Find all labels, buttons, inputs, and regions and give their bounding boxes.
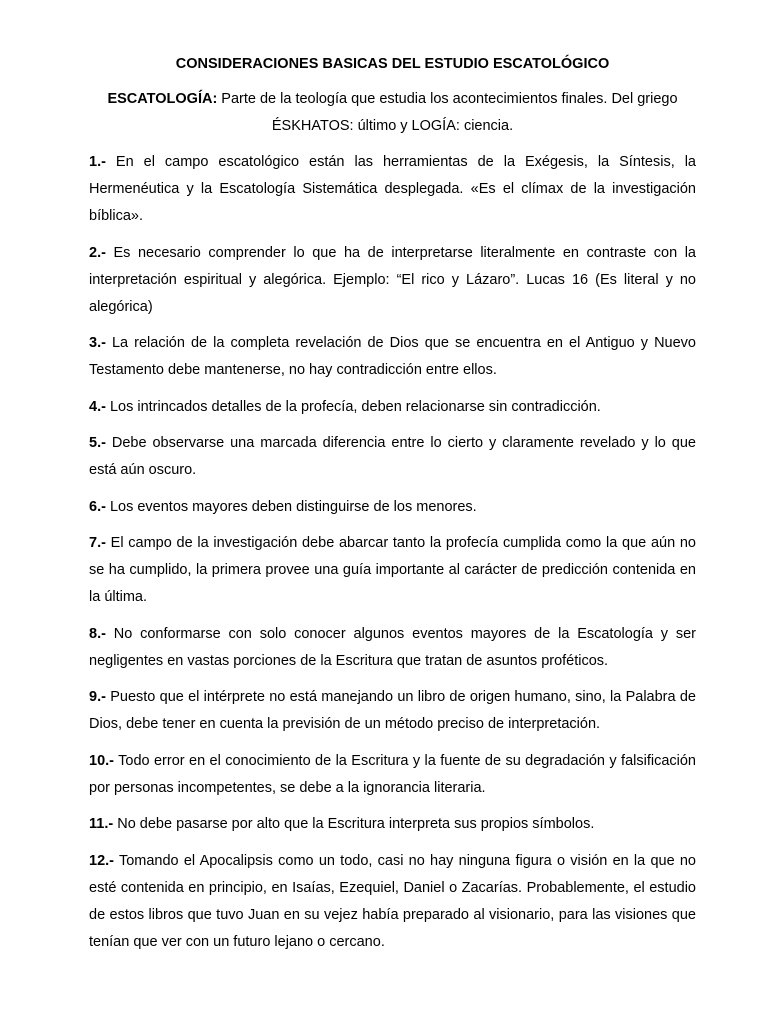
item-text: Todo error en el conocimiento de la Escritura y la fuente de su degradación y falsificación por personas incompetentes, se debe a la ignorancia literaria. <box>89 752 696 796</box>
item-number: 12.- <box>89 852 114 869</box>
list-item-2 <box>89 240 696 321</box>
list-item-4 <box>89 394 696 421</box>
list-item-9 <box>89 684 696 738</box>
item-text: Debe observarse una marcada diferencia entre lo cierto y claramente revelado y lo que está aún oscuro. <box>89 435 696 478</box>
list-item-7 <box>89 530 696 611</box>
item-text: Puesto que el intérprete no está manejando un libro de origen humano, sino, la Palabra de Dios, debe tener en cuenta la previsión de un método preciso de interpretación. <box>89 689 696 732</box>
item-number: 10.- <box>89 752 114 769</box>
item-number: 3.- <box>89 335 106 351</box>
list-item-5 <box>89 430 696 484</box>
list-item-8 <box>89 621 696 675</box>
item-number: 9.- <box>89 689 106 705</box>
definition-term: ESCATOLOGÍA: <box>107 91 218 107</box>
definition-text: Parte de la teología que estudia los acontecimientos finales. Del griego ÉSKHATOS: último y LOGÍA: ciencia. <box>217 91 678 134</box>
item-text: Los eventos mayores deben distinguirse de los menores. <box>105 498 477 515</box>
item-text: La relación de la completa revelación de Dios que se encuentra en el Antiguo y Nuevo Testamento debe mantenerse, no hay contradicción entre ellos. <box>89 335 696 378</box>
item-text: No conformarse con solo conocer algunos eventos mayores de la Escatología y ser negligentes en vastas porciones de la Escritura que tratan de asuntos proféticos. <box>89 625 696 669</box>
list-item-3 <box>89 330 696 384</box>
item-number: 1.- <box>89 154 106 170</box>
list-item-1 <box>89 149 696 230</box>
item-number: 8.- <box>89 625 106 642</box>
list-item-12 <box>89 848 696 956</box>
item-text: Tomando el Apocalipsis como un todo, casi no hay ninguna figura o visión en la que no esté contenida en principio, en Isaías, Ezequiel, Daniel o Zacarías. Probablemente, el estudio de estos libros que tuvo Juan en su vejez había preparado al visionario, para las visiones que tenían que ver con un futuro lejano o cercano. <box>89 852 696 950</box>
item-number: 11.- <box>89 816 114 832</box>
item-text: Los intrincados detalles de la profecía, deben relacionarse sin contradicción. <box>105 398 601 415</box>
item-number: 4.- <box>89 398 106 415</box>
item-text: No debe pasarse por alto que la Escritura interpreta sus propios símbolos. <box>113 816 595 832</box>
item-text: En el campo escatológico están las herramientas de la Exégesis, la Síntesis, la Hermenéutica y la Escatología Sistemática desplegada. «Es el clímax de la investigación bíblica». <box>89 154 696 224</box>
list-item-10 <box>89 748 696 802</box>
item-number: 2.- <box>89 244 106 261</box>
list-item-11 <box>89 811 696 838</box>
item-text: El campo de la investigación debe abarcar tanto la profecía cumplida como la que aún no se ha cumplido, la primera provee una guía importante al carácter de predicción contenida en la última. <box>89 535 696 605</box>
document-title: CONSIDERACIONES BASICAS DEL ESTUDIO ESCATOLÓGICO <box>175 56 610 72</box>
item-number: 6.- <box>89 498 106 515</box>
item-number: 7.- <box>89 535 106 551</box>
item-number: 5.- <box>89 435 106 451</box>
definition-paragraph <box>89 86 696 140</box>
item-text: Es necesario comprender lo que ha de interpretarse literalmente en contraste con la interpretación espiritual y alegórica. Ejemplo: “El rico y Lázaro”. Lucas 16 (Es literal y no alegórica) <box>89 244 696 315</box>
list-item-6 <box>89 494 696 521</box>
